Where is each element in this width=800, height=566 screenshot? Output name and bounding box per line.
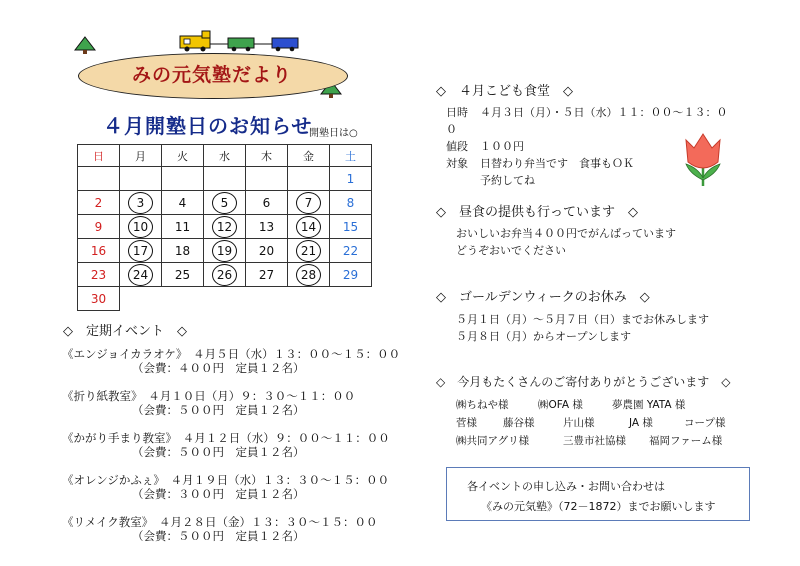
calendar-day (204, 167, 246, 191)
kodomo-heading: ◇ ４月こども食堂 ◇ (436, 84, 573, 99)
day-number: 2 (94, 195, 103, 210)
donor-9: ㈱共同アグリ様 (456, 435, 530, 447)
calendar-weekday-row (78, 145, 372, 167)
event-item (62, 473, 402, 515)
event-item (62, 431, 402, 473)
open-day-marker: 5 (212, 192, 237, 214)
day-number: 11 (174, 219, 191, 234)
calendar-day (120, 191, 162, 215)
weekday-header: 火 (162, 145, 204, 167)
donor-2: ㈱OFA 様 (538, 399, 583, 411)
weekday-header: 日 (78, 145, 120, 167)
calendar-day (246, 191, 288, 215)
day-number: 13 (258, 219, 275, 234)
kodomo-value: 予約してね (480, 174, 535, 187)
events-list (62, 347, 402, 557)
calendar-day (120, 239, 162, 263)
donor-1: ㈱ちねや様 (456, 399, 509, 411)
day-number: 23 (90, 267, 107, 282)
event-fee: （会費：５００円 定員１２名） (132, 445, 305, 459)
event-item (62, 515, 402, 557)
donor-10: 三豊市社協様 (563, 435, 626, 447)
kodomo-value: 日替わり弁当です 食事もＯＫ (480, 157, 634, 170)
calendar-day (246, 167, 288, 191)
gw-line-2: ５月８日（月）からオープンします (456, 330, 632, 343)
calendar-legend: 開塾日は○ (309, 128, 358, 139)
calendar-day (162, 191, 204, 215)
gw-line-1: ５月１日（月）〜５月７日（日）までお休みします (456, 313, 709, 326)
day-number: 16 (90, 243, 107, 258)
calendar-day (78, 191, 120, 215)
donor-4: 菅様 (456, 417, 477, 429)
calendar-day (330, 239, 372, 263)
event-fee: （会費：５００円 定員１２名） (132, 403, 305, 417)
calendar-day (120, 167, 162, 191)
calendar-body (78, 167, 372, 311)
donor-7: JA 様 (629, 417, 653, 429)
weekday-header: 金 (288, 145, 330, 167)
calendar-day (288, 215, 330, 239)
event-fee: （会費：５００円 定員１２名） (132, 529, 305, 543)
gw-heading: ◇ ゴールデンウィークのお休み ◇ (436, 290, 650, 305)
event-line: 《エンジョイカラオケ》 ４月５日（水）１３：００〜１５：００ (62, 347, 401, 361)
open-day-marker: 28 (296, 264, 321, 286)
calendar-day (120, 263, 162, 287)
calendar-day (120, 215, 162, 239)
open-day-marker: 21 (296, 240, 321, 262)
calendar-day (78, 287, 120, 311)
day-number: 20 (258, 243, 275, 258)
calendar-week (78, 215, 372, 239)
contact-box (446, 467, 750, 521)
donations-heading: ◇ 今月もたくさんのご寄付ありがとうございます ◇ (436, 375, 731, 389)
day-number: 4 (178, 195, 187, 210)
calendar-day (78, 167, 120, 191)
calendar-week (78, 239, 372, 263)
calendar-week (78, 191, 372, 215)
open-day-marker: 17 (128, 240, 153, 262)
calendar-day (288, 191, 330, 215)
calendar-day (246, 263, 288, 287)
calendar-day (330, 263, 372, 287)
calendar-day (162, 263, 204, 287)
open-day-marker: 12 (212, 216, 237, 238)
tree-icon-left (74, 36, 96, 54)
calendar-day (78, 263, 120, 287)
event-line: 《折り紙教室》 ４月１０日（月）９：３０〜１１：００ (62, 389, 356, 403)
day-number: 9 (94, 219, 103, 234)
donor-6: 片山様 (563, 417, 595, 429)
day-number: 30 (90, 291, 107, 306)
weekday-header: 土 (330, 145, 372, 167)
calendar-day (204, 239, 246, 263)
kodomo-label: 日時 (446, 106, 468, 119)
calendar-day (288, 263, 330, 287)
calendar-day (246, 215, 288, 239)
calendar-week (78, 287, 372, 311)
kodomo-value: １００円 (480, 140, 524, 153)
lunch-heading: ◇ 昼食の提供も行っています ◇ (436, 205, 638, 220)
calendar-day (288, 239, 330, 263)
day-number: 18 (174, 243, 191, 258)
kodomo-value: ４月３日（月）・５日（水）１１：００〜１３：００ (446, 106, 728, 136)
calendar-day (204, 263, 246, 287)
calendar-week (78, 167, 372, 191)
day-number: 22 (342, 243, 359, 258)
event-line: 《リメイク教室》 ４月２８日（金）１３：３０〜１５：００ (62, 515, 378, 529)
lunch-line-1: おいしいお弁当４００円でがんばっています (456, 227, 676, 240)
calendar-day (78, 215, 120, 239)
calendar-day (246, 239, 288, 263)
event-fee: （会費：３００円 定員１２名） (132, 487, 305, 501)
april-calendar (77, 144, 372, 311)
donor-11: 福岡ファーム様 (649, 435, 723, 447)
donor-5: 藤谷様 (503, 417, 535, 429)
calendar-day (204, 215, 246, 239)
day-number: 8 (346, 195, 355, 210)
event-fee: （会費：４００円 定員１２名） (132, 361, 305, 375)
calendar-day (330, 191, 372, 215)
kodomo-label: 値段 (446, 140, 468, 153)
lunch-line-2: どうぞおいでください (456, 244, 566, 257)
calendar-day (330, 167, 372, 191)
open-day-marker: 10 (128, 216, 153, 238)
contact-line-2: 《みの元気塾》（72－1872）までお願いします (481, 500, 716, 513)
contact-line-1: 各イベントの申し込み・お問い合わせは (467, 480, 665, 493)
calendar-day (330, 215, 372, 239)
newsletter-title: みの元気塾だより (131, 64, 292, 86)
calendar-day (204, 191, 246, 215)
calendar-day (162, 239, 204, 263)
open-day-marker: 19 (212, 240, 237, 262)
donor-3: 夢農園 YATA 様 (612, 399, 686, 411)
kodomo-label: 対象 (446, 157, 468, 170)
event-item (62, 347, 402, 389)
day-number: 27 (258, 267, 275, 282)
open-day-marker: 26 (212, 264, 237, 286)
train-icon (178, 30, 306, 52)
calendar-week (78, 263, 372, 287)
calendar-day (162, 215, 204, 239)
open-day-marker: 7 (296, 192, 321, 214)
calendar-day (288, 167, 330, 191)
day-number: 1 (346, 171, 355, 186)
events-heading: ◇ 定期イベント ◇ (63, 324, 187, 339)
day-number: 29 (342, 267, 359, 282)
open-day-marker: 3 (128, 192, 153, 214)
day-number: 15 (342, 219, 359, 234)
calendar-day (78, 239, 120, 263)
weekday-header: 木 (246, 145, 288, 167)
event-line: 《かがり手まり教室》 ４月１２日（水）９：００〜１１：００ (62, 431, 390, 445)
tulip-icon (678, 130, 728, 188)
day-number: 25 (174, 267, 191, 282)
event-line: 《オレンジかふぇ》 ４月１９日（水）１３：３０〜１５：００ (62, 473, 390, 487)
weekday-header: 水 (204, 145, 246, 167)
calendar-day (162, 167, 204, 191)
open-day-marker: 14 (296, 216, 321, 238)
day-number: 6 (262, 195, 271, 210)
donor-8: コープ様 (684, 417, 726, 429)
open-day-marker: 24 (128, 264, 153, 286)
notice-title: ４月開塾日のお知らせ (103, 114, 313, 138)
weekday-header: 月 (120, 145, 162, 167)
event-item (62, 389, 402, 431)
